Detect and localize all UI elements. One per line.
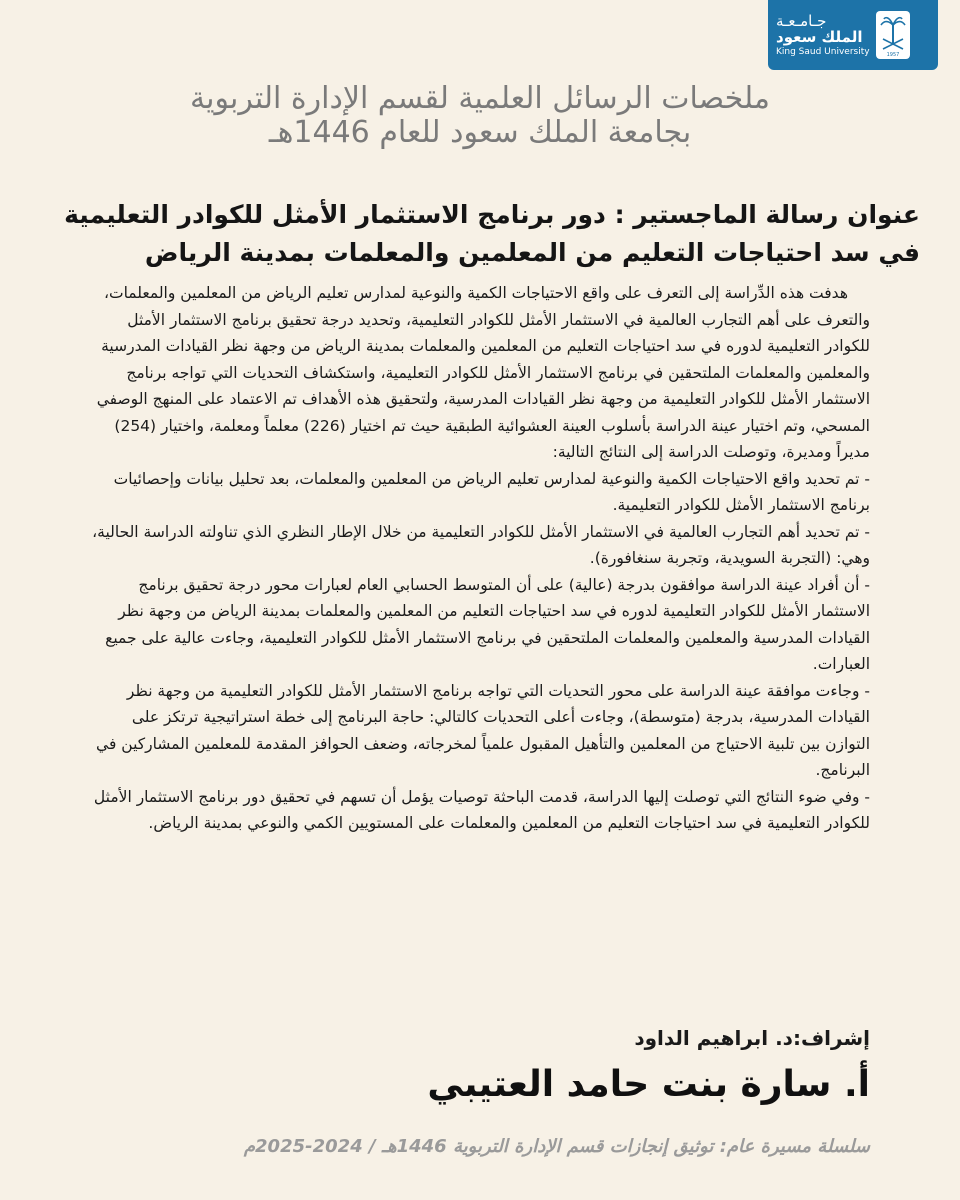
result-item: - أن أفراد عينة الدراسة موافقون بدرجة (عالية) على أن المتوسط الحسابي العام لعبارات محور درجة تحقيق برنامج الاستثمار الأمثل للكوادر التعليمية لدوره في سد احتياجات التعليم من المعلمين والمعلمات بمدينة الرياض من وجهة نظر القيادات المدرسية والمعلمين والمعلمات الملتحقين في برنامج الاستثمار الأمثل للكوادر التعليمية، وجاءت عالية على جميع العبارات. xyxy=(105,575,870,673)
result-item: - وفي ضوء النتائج التي توصلت إليها الدراسة، قدمت الباحثة توصيات يؤمل أن تسهم في تحقيق دور برنامج الاستثمار الأمثل للكوادر التعليمية في سد احتياجات التعليم من المعلمين والمعلمات على المستويين الكمي والنوعي بمدينة الرياض. xyxy=(93,787,870,832)
university-logo xyxy=(768,0,938,70)
logo-arabic-line1: جـامـعـة xyxy=(776,11,827,30)
result-item: - تم تحديد أهم التجارب العالمية في الاستثمار الأمثل للكوادر التعليمية من خلال الإطار النظري الذي تناولته الدراسة الحالية، وهي: (التجربة السويدية، وتجربة سنغافورة). xyxy=(92,522,870,567)
logo-arabic-line2: الملك سعود xyxy=(776,28,863,47)
author-name: أ. سارة بنت حامد العتيبي xyxy=(427,1064,870,1105)
header-line-2: بجامعة الملك سعود للعام 1446هـ xyxy=(268,115,692,150)
abstract-body xyxy=(90,280,870,837)
page-header xyxy=(80,82,880,150)
abstract-intro: هدفت هذه الدِّراسة إلى التعرف على واقع الاحتياجات الكمية والنوعية لمدارس تعليم الرياض من المعلمين والمعلمات، والتعرف على أهم التجارب العالمية في الاستثمار الأمثل للكوادر التعليمية، وتحديد درجة تحقيق برنامج الاستثمار الأمثل للكوادر التعليمية لدوره في سد احتياجات التعليم من المعلمين والمعلمات بمدينة الرياض من وجهة نظر القيادات المدرسية والمعلمين والمعلمات الملتحقين في برنامج الاستثمار الأمثل للكوادر التعليمية، واستكشاف التحديات التي تواجه برنامج الاستثمار الأمثل للكوادر التعليمية من وجهة نظر القيادات المدرسية، ولتحقيق هذه الأهداف تم الاعتماد على المنهج الوصفي المسحي، وتم اختيار عينة الدراسة بأسلوب العينة العشوائية الطبقية حيث تم اختيار (226) معلماً ومعلمة، واختيار (254) مديراً ومديرة، وتوصلت الدراسة إلى النتائج التالية: xyxy=(96,284,870,461)
result-item: - وجاءت موافقة عينة الدراسة على محور التحديات التي تواجه برنامج الاستثمار الأمثل للكوادر التعليمية من وجهة نظر القيادات المدرسية، بدرجة (متوسطة)، وجاءت أعلى التحديات كالتالي: حاجة البرنامج إلى خطة استراتيجية ترتكز على التوازن بين تلبية الاحتياج من المعلمين والتأهيل المقبول علمياً لمخرجاته، وضعف الحوافز المقدمة للمعلمين المشاركين في البرنامج. xyxy=(96,681,870,779)
thesis-title: عنوان رسالة الماجستير : دور برنامج الاستثمار الأمثل للكوادر التعليمية في سد احتياجات التعليم من المعلمين والمعلمات بمدينة الرياض xyxy=(64,200,920,267)
header-line-1: ملخصات الرسائل العلمية لقسم الإدارة التربوية xyxy=(190,81,770,116)
supervisor-name: إشراف:د. ابراهيم الداود xyxy=(634,1026,870,1050)
logo-english-name: King Saud University xyxy=(776,46,870,57)
result-item: - تم تحديد واقع الاحتياجات الكمية والنوعية لمدارس تعليم الرياض من المعلمين والمعلمات، بعد تحليل بيانات وإحصائيات برنامج الاستثمار الأمثل للكوادر التعليمية. xyxy=(113,469,870,514)
series-footer: سلسلة مسيرة عام: توثيق إنجازات قسم الإدارة التربوية 1446هـ / 2024-2025م xyxy=(243,1136,870,1157)
palm-emblem-icon xyxy=(876,11,910,59)
logo-text xyxy=(776,13,870,58)
logo-year: 1957 xyxy=(886,52,899,57)
